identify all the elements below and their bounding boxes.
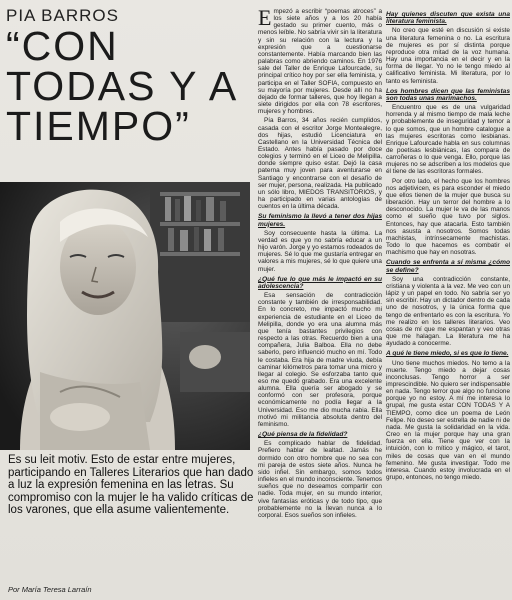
answer-paragraph: Esa sensación de contradicción constante y también de irresponsabilidad. En lo concreto, me impactó mucho mi experiencia de estudiante en el Liceo de Melipilla, donde yo era una alumna más que tenía bastantes privilegios con respecto a las otras. Recuerdo bien a una compañera, Julia Balboa. Ella no debe saberlo, pero influenció mucho en mí. Todo le costaba. Era hija de madre viuda, debía caminar kilómetros para tomar una micro y llegar al colegio. Se esforzaba tanto que eso me quedó grabado. Era una excelente alumna. Ella quería ser abogado y se conformó con ser profesora, porque económicamente no podía llegar a la Universidad. Eso me dio mucha rabia. Ella motivó mi militancia absoluta dentro del feminismo.: [258, 292, 382, 428]
question-heading: Los hombres dicen que las feministas son todas unas marimachos.: [386, 87, 510, 102]
answer-paragraph: Soy una contradicción constante, cristiana y violenta a la vez. Me veo con un lápiz y un papel en todo. No sabría ser yo sin escribir. Hay un dictador dentro de cada uno de nosotros, y la única forma que tengo de enfrentarlo es con la escritura. Yo me realizo en los talleres literarios. Veo cosas de mí que me espantan y veo otras que me halagan. La literatura me ha ayudado a conocerme.: [386, 275, 510, 348]
column-middle: [258, 5, 382, 521]
intro-paragraph: [258, 5, 382, 116]
question-heading: Cuando se enfrenta a sí misma ¿cómo se define?: [386, 259, 510, 274]
bio-paragraph: Pía Barros, 34 años recién cumplidos, casada con el escritor Jorge Montealegre, dos hijas, estudió Licenciatura en Castellano en la Universidad Técnica del Estado. Antes había pasado por doce colegios y terminó en el Liceo de Melipilla, donde siempre quiso estar. Dejó la casa paterna muy joven para aventurarse en Santiago y encontrarse con el desafío de ser mujer, persona, realizada. Ha publicado un sólo libro, MIEDOS TRANSITORIOS, y ha participado en varias antologías de cuentos en la última década.: [258, 117, 382, 211]
answer-paragraph: Es complicado hablar de fidelidad. Prefiero hablar de lealtad. Jamás he dormido con otro hombre que no sea con mi pareja de estos siete años. Nunca he sido infiel. Sin embargo, somos todos infieles en el mundo inconsciente. Tenemos sueños que no deseamos compartir con nadie. Toda mujer, en su mundo interior, vive fantasías eróticas y de todo tipo, que probablemente no la llevan nunca a lo corporal. Esos sueños son infieles.: [258, 440, 382, 519]
intro-text: mpezó a escribir “poemas atroces” a los siete años y a los 20 había gestado su primer cuento, más o menos leíble. No sabría vivir sin la literatura y sin su relación con la lectura y la expresión que a cuestionarse constantemente. Había marcando bien las palabras como abriendo caminos. En 1976 sale del Taller de Enrique Lafourcade, su principal crítico hoy por ser ella feminista, y participa en el Taller SOFIA, compuesto en su mayoría por mujeres. Desde allí no ha dejado de formar talleres, que hoy llegan a siete dirigidos por ella con 78 escritores, mujeres y hombres.: [258, 8, 382, 116]
author-header: PIA BARROS: [6, 6, 119, 25]
article-title: “CON TODAS Y A TIEMPO”: [6, 23, 236, 149]
question-heading: A qué le tiene miedo, si es que lo tiene.: [386, 350, 509, 358]
answer-paragraph: Encuentro que es de una vulgaridad horrenda y al mismo tiempo de mala leche y probablemente de inseguridad y temor a lo que somos, que un hombre catalogue a las mujeres escritoras como lesbianas. Enrique Lafourcade habla en sus columnas de poetisas lesbiánicas, las compara de carroñeras o lo que venga. Ello, porque las mujeres no se adscriben a los modelos que él tiene de las escritoras formales.: [386, 104, 510, 176]
answer-paragraph: No creo que esté en discusión si existe una literatura femenina o no. La escritura de mujeres es por sí distinta porque reproduce otra mitad de la voz humana. Hay una importancia en el decir y en la forma de llegar. Yo no le tengo miedo al calificativo feminista. Mi literatura, por lo tanto es feminista.: [386, 27, 510, 85]
photo-caption: Es su leit motiv. Esto de estar entre mujeres, participando en Talleres Literarios que han dado a luz la expresión femenina en las letras. Su compromiso con la mujer le ha valido críticas de los varones, que ella asume valientemente.: [8, 454, 254, 517]
column-right: [386, 8, 510, 483]
question-heading: ¿Qué piensa de la fidelidad?: [258, 431, 348, 439]
answer-paragraph: Soy consecuente hasta la última. La verdad es que yo no sabría educar a un hijo varón. Jorge y yo estamos rodeados de mujeres. Sé lo que me gustaría entregar en valores a mis mujeres, sé lo que quiere una mujer.: [258, 229, 382, 273]
drop-cap: E: [258, 5, 272, 30]
question-heading: Hay quienes discuten que exista una literatura feminista.: [386, 11, 510, 26]
answer-paragraph: Por otro lado, el hecho que los hombres nos adjetivicen, es para esconder el miedo que ellos tienen de la mujer que busca su liberación. Hay un terror del hombre a lo desconocido. La mujer le va de las manos como el sueño que tuvo por siglos. Entonces, hay que atacarla. Esto también nos asusta a nosotros. Somos todas machistas, intrínsecamente machistas. Todo lo que hacemos es combatir el machismo que hay en nosotras.: [386, 177, 510, 257]
byline: Por María Teresa Larraín: [8, 585, 92, 594]
question-heading: ¿Qué fue lo que más le impactó en su adolescencia?: [258, 275, 382, 290]
portrait-photo: [0, 182, 250, 450]
question-heading: Su feminismo la llevó a tener dos hijas mujeres.: [258, 213, 382, 228]
answer-paragraph: Uno tiene muchos miedos. No temo a la muerte. Tengo miedo a dejar cosas inconclusas. Tengo horror a ser imprescindible. No quiero ser indispensable en nada. Tengo terror que algo no funcione porque yo no estoy. A mí me interesa lo grupal, me gusta estar CON TODAS Y A TIEMPO, como dice un poema de León Felipe. No deseo ser estrella de nadie ni de nada. Me gusta la solidaridad en la vida. Creo en la mujer porque hay una gran fuerza en ella. Tiene que ver con la intuición, con lo mítico y mágico, el tarot, miles de cosas que van en el mundo femenino. Me gusta investigar. Todo me interesa. Cuando estoy involucrada en el grupo, entonces, no tengo miedo.: [386, 359, 510, 482]
portrait-image: [0, 182, 250, 450]
